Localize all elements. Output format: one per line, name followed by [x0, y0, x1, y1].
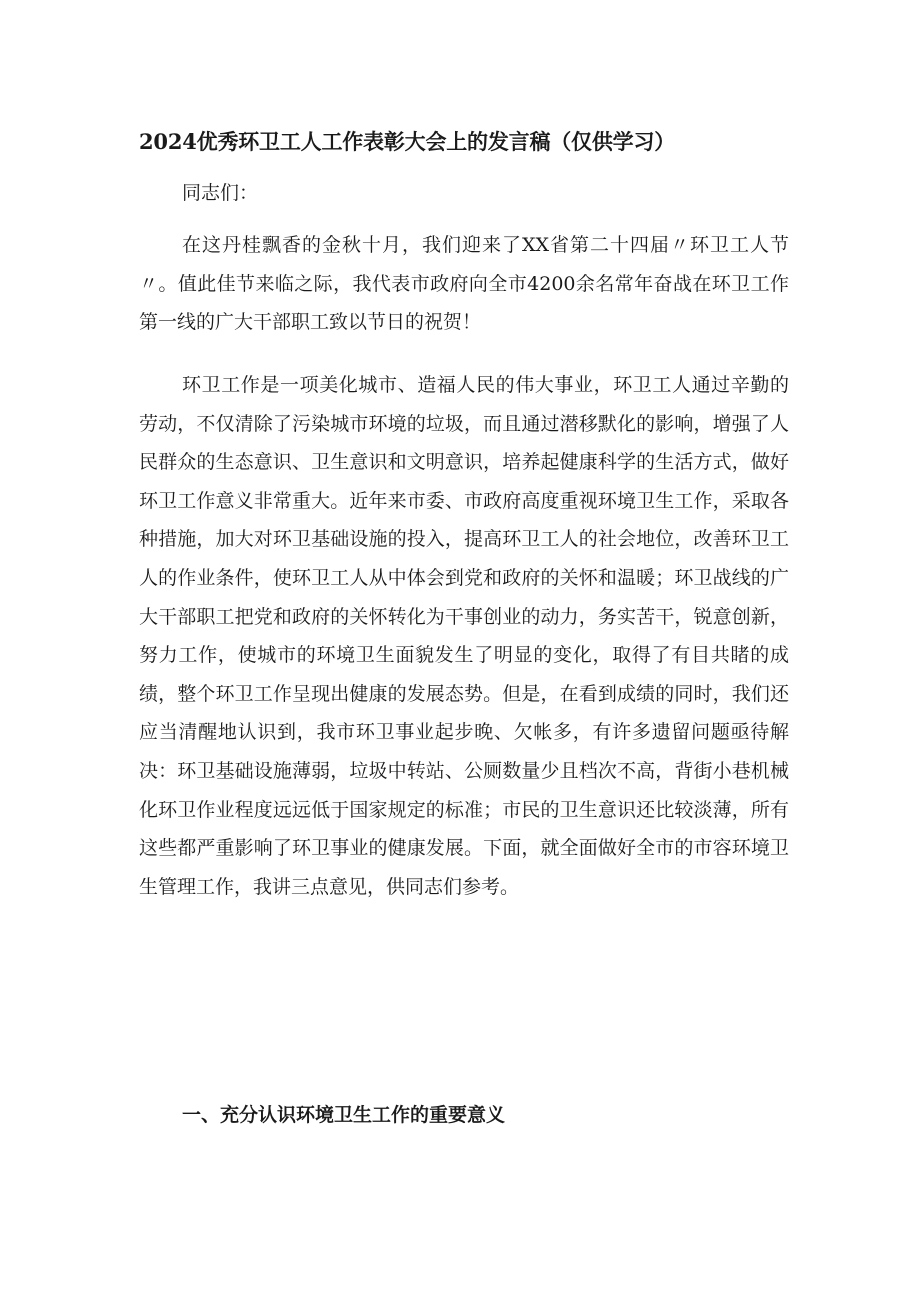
document-title: 2024优秀环卫工人工作表彰大会上的发言稿（仅供学习）: [139, 129, 676, 154]
paragraph-1: 在这丹桂飘香的金秋十月，我们迎来了XX省第二十四届〃环卫工人节〃。值此佳节来临之际，我代表市政府向全市4200余名常年奋战在环卫工作第一线的广大干部职工致以节日的祝贺！: [139, 234, 789, 334]
greeting: 同志们：: [182, 182, 259, 204]
section-heading: 一、充分认识环境卫生工作的重要意义: [182, 1104, 506, 1126]
paragraph-2: 环卫工作是一项美化城市、造福人民的伟大事业，环卫工人通过辛勤的劳动，不仅清除了污染城市环境的垃圾，而且通过潜移默化的影响，增强了人民群众的生态意识、卫生意识和文明意识，培养起健康科学的生活方式，做好环卫工作意义非常重大。近年来市委、市政府高度重视环境卫生工作，采取各种措施，加大对环卫基础设施的投入，提高环卫工人的社会地位，改善环卫工人的作业条件，使环卫工人从中体会到党和政府的关怀和温暖；环卫战线的广大干部职工把党和政府的关怀转化为干事创业的动力，务实苦干，锐意创新，努力工作，使城市的环境卫生面貌发生了明显的变化，取得了有目共睹的成绩，整个环卫工作呈现出健康的发展态势。但是，在看到成绩的同时，我们还应当清醒地认识到，我市环卫事业起步晚、欠帐多，有许多遗留问题亟待解决：环卫基础设施薄弱，垃圾中转站、公厕数量少且档次不高，背街小巷机械化环卫作业程度远远低于国家规定的标准；市民的卫生意识还比较淡薄，所有这些都严重影响了环卫事业的健康发展。下面，就全面做好全市的市容环境卫生管理工作，我讲三点意见，供同志们参考。: [139, 374, 789, 898]
